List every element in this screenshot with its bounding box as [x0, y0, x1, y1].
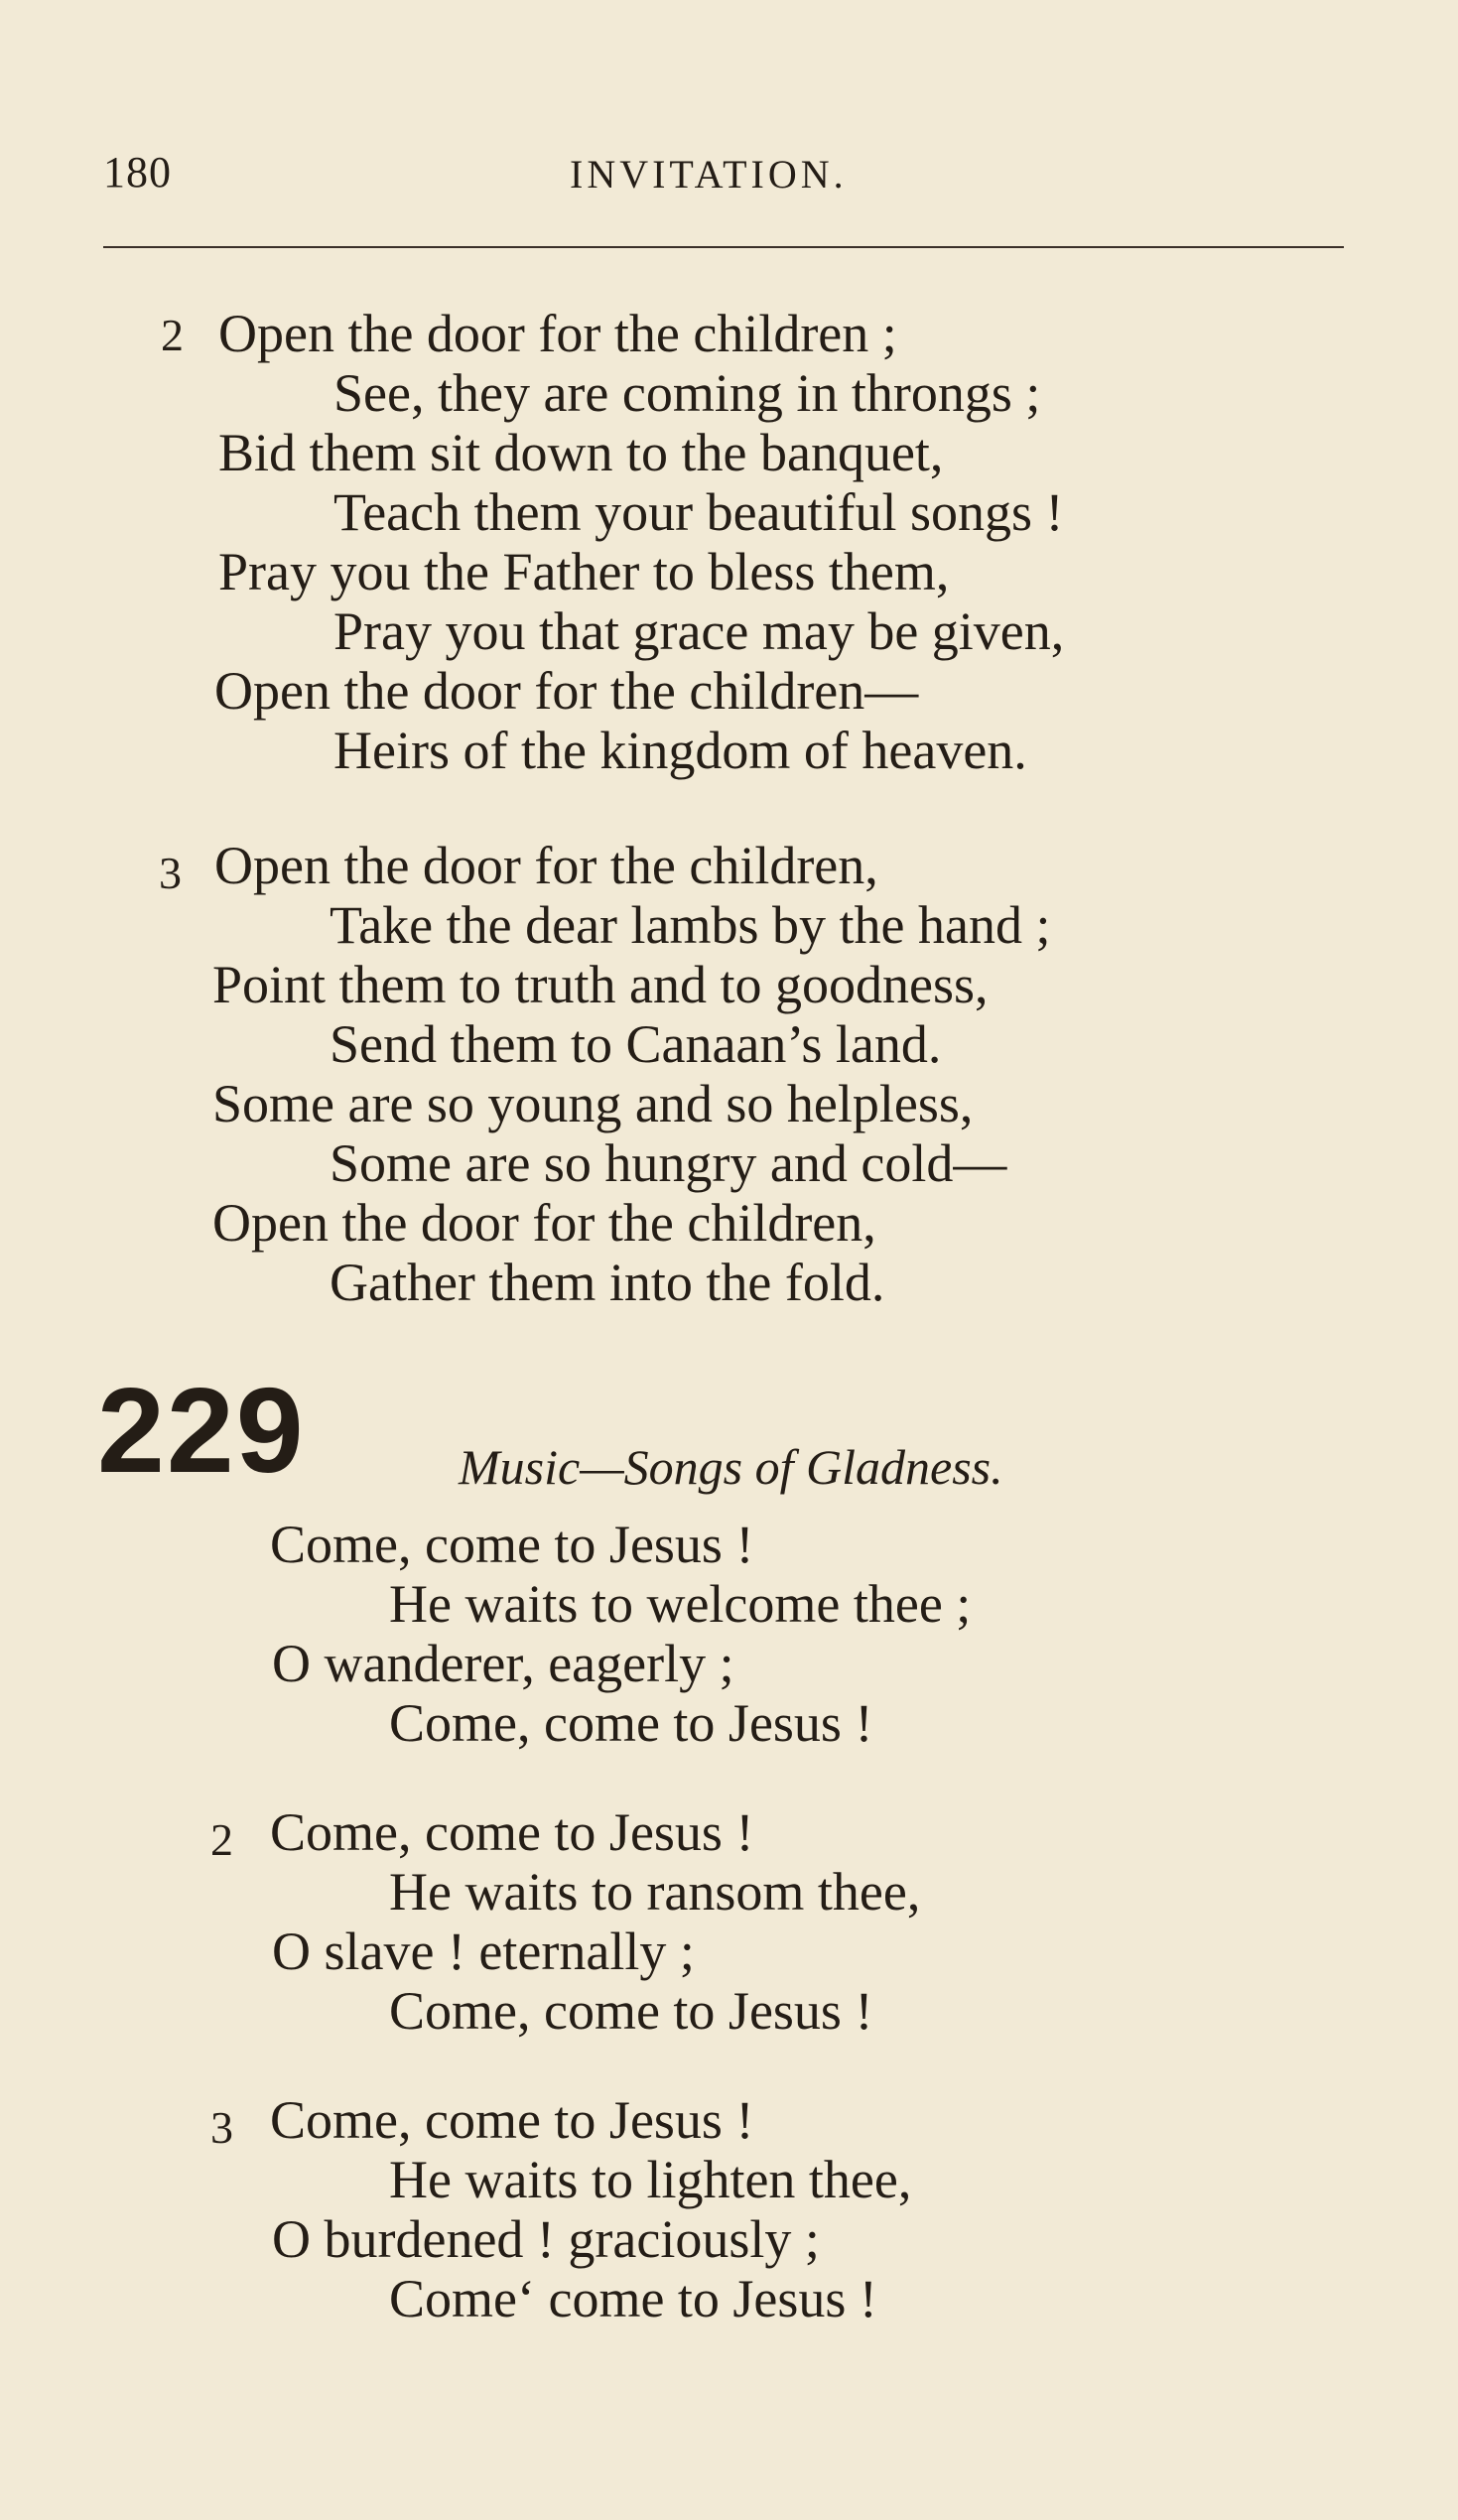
hymn-line: Take the dear lambs by the hand ;: [330, 895, 1051, 955]
stanza-number: 3: [210, 2102, 233, 2153]
hymn-line: Pray you that grace may be given,: [333, 601, 1065, 661]
hymn-line: Some are so young and so helpless,: [212, 1074, 974, 1133]
hymn-line: Open the door for the children,: [212, 1193, 876, 1253]
hymn-line: Open the door for the children,: [214, 836, 878, 895]
hymn-line: He waits to lighten thee,: [389, 2150, 912, 2209]
hymn-line: Pray you the Father to bless them,: [218, 542, 950, 601]
hymn-line: Come, come to Jesus !: [270, 2090, 754, 2150]
stanza-number: 2: [161, 310, 184, 360]
header-rule: [103, 246, 1344, 248]
hymn-line: He waits to ransom thee,: [389, 1862, 921, 1922]
hymn-music-source: Music—Songs of Gladness.: [459, 1439, 1003, 1495]
hymn-line: O slave ! eternally ;: [272, 1922, 695, 1981]
hymn-line: Heirs of the kingdom of heaven.: [333, 721, 1027, 780]
hymn-line: Send them to Canaan’s land.: [330, 1014, 942, 1074]
hymn-line: Teach them your beautiful songs !: [333, 482, 1064, 542]
hymn-line: Open the door for the children—: [214, 661, 919, 721]
hymn-line: Point them to truth and to goodness,: [212, 955, 989, 1014]
hymn-line: Gather them into the fold.: [330, 1253, 885, 1312]
page-number: 180: [103, 148, 172, 197]
hymn-line: Some are so hungry and cold—: [330, 1133, 1007, 1193]
running-title: INVITATION.: [570, 152, 848, 197]
page-header: [103, 147, 1344, 206]
hymn-line: Come, come to Jesus !: [389, 1981, 873, 2041]
hymn-line: O burdened ! graciously ;: [272, 2209, 820, 2269]
hymn-line: Come, come to Jesus !: [270, 1515, 754, 1574]
hymn-line: Come, come to Jesus !: [270, 1802, 754, 1862]
hymn-line: Open the door for the children ;: [218, 304, 897, 363]
hymn-line: Come‘ come to Jesus !: [389, 2269, 877, 2328]
hymn-line: O wanderer, eagerly ;: [272, 1634, 734, 1693]
stanza-number: 2: [210, 1814, 233, 1865]
hymn-number: 229: [97, 1363, 306, 1498]
hymn-line: Bid them sit down to the banquet,: [218, 423, 944, 482]
hymn-line: He waits to welcome thee ;: [389, 1574, 972, 1634]
stanza-number: 3: [159, 848, 182, 898]
hymn-line: Come, come to Jesus !: [389, 1693, 873, 1753]
hymn-line: See, they are coming in throngs ;: [333, 363, 1041, 423]
